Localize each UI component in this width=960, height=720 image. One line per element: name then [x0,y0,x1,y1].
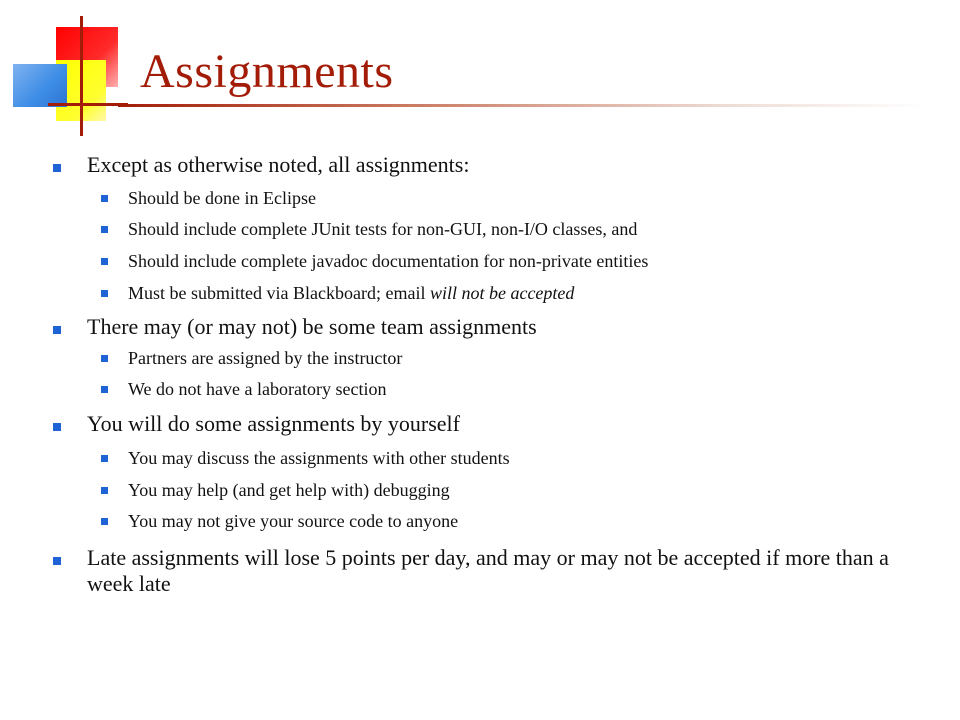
sub-bullet-text: Must be submitted via Blackboard; email [128,283,430,303]
sub-bullet-item [128,347,928,369]
sub-bullet-item [128,378,928,400]
bullet-item [87,545,937,597]
logo-vertical-line [80,16,83,136]
square-bullet-icon [101,518,108,525]
sub-bullet-item [128,218,928,240]
sub-bullet-item [128,510,928,532]
square-bullet-icon [101,355,108,362]
bullet-item [87,152,937,178]
sub-bullet-text: You may discuss the assignments with other students [128,448,510,468]
slide-title: Assignments [140,45,394,98]
square-bullet-icon [101,226,108,233]
square-bullet-icon [53,164,61,172]
square-bullet-icon [101,195,108,202]
bullet-text: You will do some assignments by yourself [87,411,460,436]
square-bullet-icon [53,557,61,565]
square-bullet-icon [101,290,108,297]
sub-bullet-text: You may not give your source code to anyone [128,511,459,531]
sub-bullet-item [128,250,928,272]
square-bullet-icon [53,326,61,334]
sub-bullet-text: Should include complete javadoc documentation for non-private entities [128,251,649,271]
sub-bullet-text: You may help (and get help with) debugging [128,480,450,500]
sub-bullet-item [128,479,928,501]
sub-bullet-item [128,282,928,304]
sub-bullet-text: Should be done in Eclipse [128,188,316,208]
logo-horizontal-line [48,103,128,106]
sub-bullet-item [128,447,928,469]
square-bullet-icon [101,487,108,494]
bullet-text: Except as otherwise noted, all assignments: [87,152,470,177]
sub-bullet-emphasis: will not be accepted [429,283,575,303]
slide-logo [0,0,140,140]
sub-bullet-text: Should include complete JUnit tests for non-GUI, non-I/O classes, and [128,219,638,239]
bullet-text: Late assignments will lose 5 points per day, and may or may not be accepted if more than a week late [87,545,889,596]
logo-blue-square [13,64,67,107]
bullet-item [87,411,937,437]
bullet-text: There may (or may not) be some team assignments [87,314,537,339]
sub-bullet-text: Partners are assigned by the instructor [128,348,403,368]
square-bullet-icon [101,455,108,462]
square-bullet-icon [101,258,108,265]
bullet-item [87,314,937,340]
square-bullet-icon [101,386,108,393]
sub-bullet-text: We do not have a laboratory section [128,379,387,399]
sub-bullet-item [128,187,928,209]
title-underline [118,104,928,107]
square-bullet-icon [53,423,61,431]
